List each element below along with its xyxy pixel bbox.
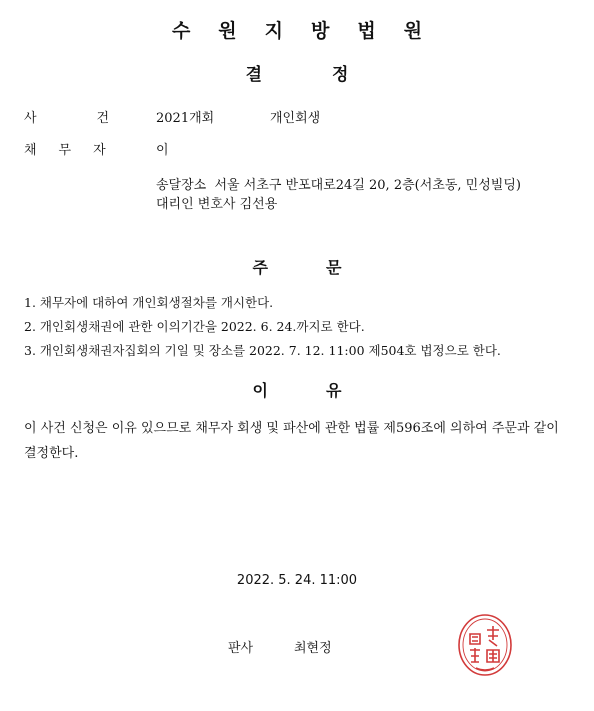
decision-date: 2022. 5. 24. 11:00: [236, 573, 358, 588]
service-address: 송달장소 서울 서초구 반포대로24길 20, 2층(서초동, 민성빌딩): [156, 178, 521, 193]
reason-heading: [0, 378, 594, 401]
order-item-2: 2. 개인회생채권에 관한 이의기간을 2022. 6. 24.까지로 한다.: [24, 319, 365, 334]
judge-title: 판사: [228, 641, 254, 656]
case-number: 2021개회: [156, 111, 215, 126]
order-item-3: 3. 개인회생채권자집회의 기일 및 장소를 2022. 7. 12. 11:00 제504호 법정으로 한다.: [24, 343, 501, 358]
reason-text: 이 사건 신청은 이유 있으므로 채무자 회생 및 파산에 관한 법률 제596조에 의하여 주문과 같이 결정한다.: [24, 421, 559, 461]
case-name: 개인회생: [270, 111, 321, 126]
case-label: [24, 107, 169, 126]
reason-heading-text: 이유: [252, 381, 400, 400]
judge-name: 최현정: [294, 641, 332, 656]
judge-seal-icon: [456, 612, 514, 678]
order-item-1: 1. 채무자에 대하여 개인회생절차를 개시한다.: [24, 295, 274, 310]
debtor-name: 이: [156, 143, 169, 158]
legal-agent: 대리인 변호사 김선용: [156, 197, 278, 212]
court-name: 수원지방법원: [171, 20, 451, 42]
order-heading-text: 주문: [252, 258, 400, 277]
debtor-label-text: 채무자: [24, 143, 128, 158]
order-heading: [0, 255, 594, 278]
document-title: 결정: [245, 65, 419, 85]
case-label-text: 사건: [24, 111, 170, 126]
debtor-label: [24, 139, 128, 158]
